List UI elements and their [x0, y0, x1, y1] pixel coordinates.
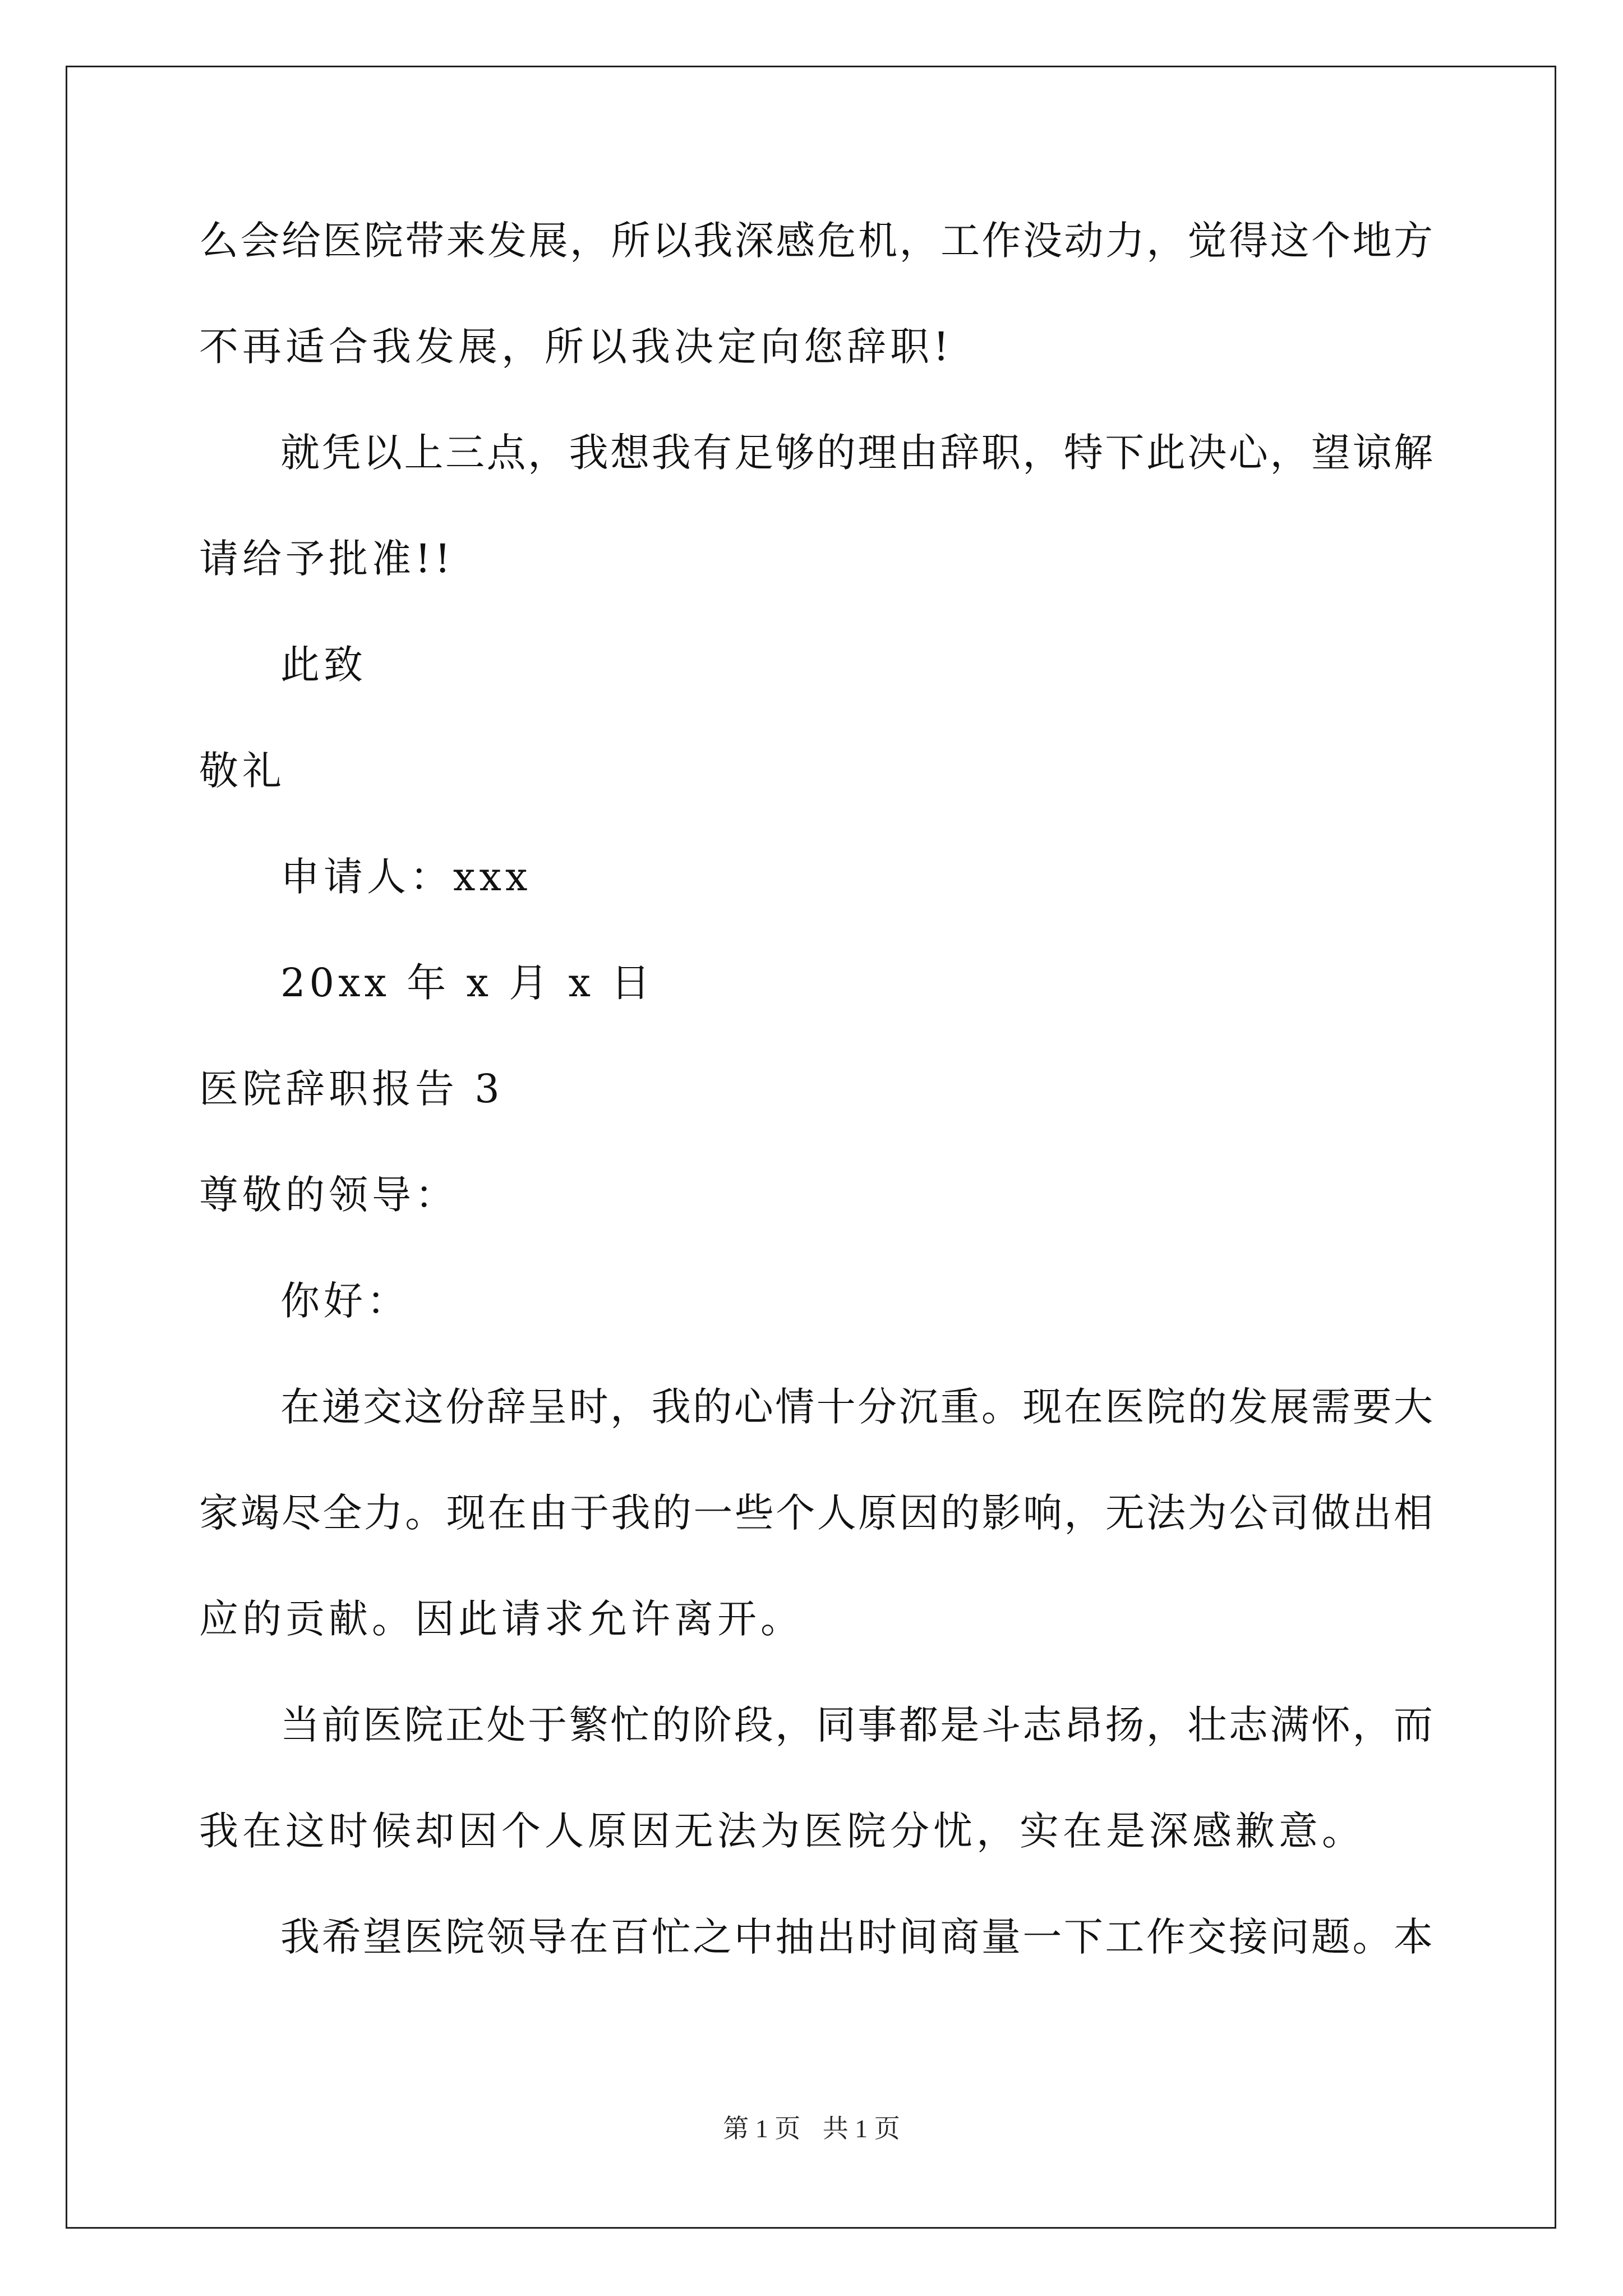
paragraph-line: 在递交这份辞呈时，我的心情十分沉重。现在医院的发展需要大	[280, 1384, 1433, 1430]
paragraph-line: 应的贡献。因此请求允许离开。	[199, 1596, 804, 1642]
paragraph-line: 当前医院正处于繁忙的阶段，同事都是斗志昂扬，壮志满怀，而	[280, 1702, 1433, 1748]
closing-salutation: 此致	[280, 642, 367, 688]
paragraph-line: 家竭尽全力。现在由于我的一些个人原因的影响，无法为公司做出相	[199, 1490, 1433, 1536]
page-border	[66, 66, 1556, 2229]
applicant-line: 申请人：xxx	[280, 854, 532, 900]
paragraph-line: 不再适合我发展，所以我决定向您辞职!	[199, 324, 953, 370]
paragraph-line: 么会给医院带来发展，所以我深感危机，工作没动力，觉得这个地方	[199, 218, 1433, 264]
page-footer	[0, 2112, 1623, 2146]
greeting: 你好：	[280, 1278, 410, 1324]
date-line: 20xx 年 x 月 x 日	[280, 960, 654, 1006]
greeting-recipient: 尊敬的领导：	[199, 1172, 458, 1218]
paragraph-line: 请给予批准!!	[199, 536, 455, 582]
paragraph-line: 我希望医院领导在百忙之中抽出时间商量一下工作交接问题。本	[280, 1914, 1433, 1960]
section-title: 医院辞职报告 3	[199, 1066, 504, 1112]
paragraph-line: 我在这时候却因个人原因无法为医院分忧，实在是深感歉意。	[199, 1808, 1365, 1854]
page-number-total: 共 1 页	[822, 2114, 900, 2143]
page-number-current: 第 1 页	[723, 2114, 801, 2143]
paragraph-line: 就凭以上三点，我想我有足够的理由辞职，特下此决心，望谅解	[280, 430, 1433, 476]
closing-respect: 敬礼	[199, 748, 285, 794]
